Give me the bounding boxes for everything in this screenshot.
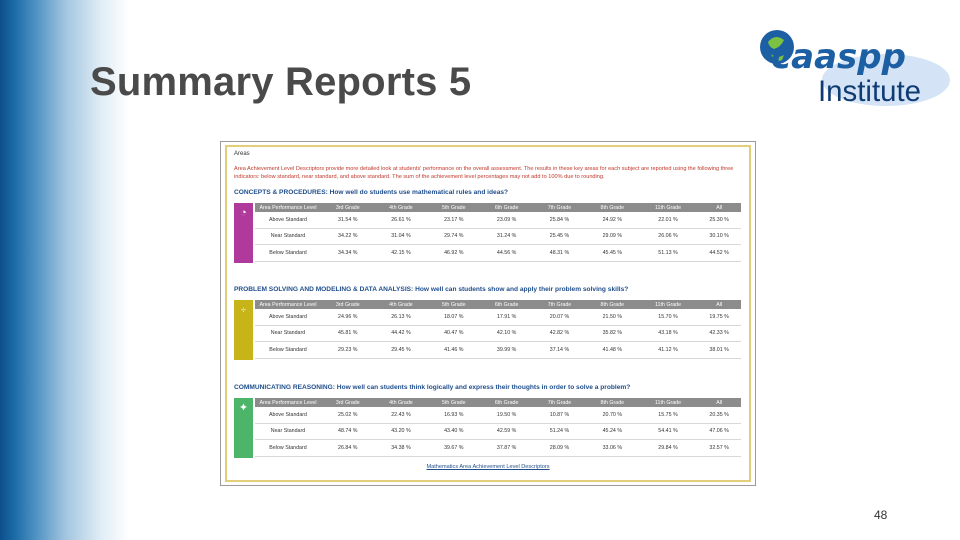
communicating-table xyxy=(255,398,741,457)
table-cell: 25.02 % xyxy=(321,407,375,423)
table-cell: 29.45 % xyxy=(375,342,428,359)
col-header: 3rd Grade xyxy=(321,398,375,407)
table-cell: 29.74 % xyxy=(427,228,480,245)
table-cell: 20.70 % xyxy=(586,407,639,423)
problem-solving-icon: ÷ xyxy=(234,300,253,360)
table-cell: 30.10 % xyxy=(697,228,741,245)
col-header: 6th Grade xyxy=(480,300,533,309)
col-header: 7th Grade xyxy=(533,300,586,309)
problem-solving-table xyxy=(255,300,741,359)
table-cell: 42.82 % xyxy=(533,325,586,342)
row-label: Below Standard xyxy=(255,342,321,359)
row-label: Below Standard xyxy=(255,440,321,457)
table-cell: 22.01 % xyxy=(639,212,698,228)
areas-heading: Areas xyxy=(234,151,250,157)
table-cell: 15.70 % xyxy=(639,309,698,325)
table-cell: 54.41 % xyxy=(639,423,698,440)
table-cell: 43.18 % xyxy=(639,325,698,342)
report-frame xyxy=(225,145,751,482)
table-cell: 29.84 % xyxy=(639,440,698,457)
table-cell: 10.87 % xyxy=(533,407,586,423)
table-row xyxy=(255,228,741,245)
table-cell: 42.10 % xyxy=(480,325,533,342)
table-cell: 43.40 % xyxy=(427,423,480,440)
table-cell: 33.06 % xyxy=(586,440,639,457)
table-cell: 31.24 % xyxy=(480,228,533,245)
row-label: Below Standard xyxy=(255,245,321,262)
table-cell: 51.24 % xyxy=(533,423,586,440)
col-header: All xyxy=(697,203,741,212)
table-cell: 42.15 % xyxy=(375,245,428,262)
table-cell: 48.74 % xyxy=(321,423,375,440)
table-cell: 37.14 % xyxy=(533,342,586,359)
table-cell: 15.75 % xyxy=(639,407,698,423)
table-cell: 34.22 % xyxy=(321,228,375,245)
col-header: 11th Grade xyxy=(639,203,698,212)
page-number: 48 xyxy=(874,508,888,522)
row-label: Above Standard xyxy=(255,309,321,325)
table-cell: 23.17 % xyxy=(427,212,480,228)
col-header: 3rd Grade xyxy=(321,300,375,309)
descriptors-link[interactable]: Mathematics Area Achievement Level Descriptors xyxy=(426,464,550,470)
table-cell: 29.09 % xyxy=(586,228,639,245)
table-cell: 37.87 % xyxy=(480,440,533,457)
table-cell: 34.34 % xyxy=(321,245,375,262)
col-header: 5th Grade xyxy=(427,300,480,309)
table-cell: 26.13 % xyxy=(375,309,428,325)
table-cell: 26.84 % xyxy=(321,440,375,457)
table-row xyxy=(255,342,741,359)
section-heading: COMMUNICATING REASONING: How well can students think logically and express their thoughts in order to solve a problem? xyxy=(234,384,631,391)
report-screenshot xyxy=(220,141,756,486)
table-cell: 43.20 % xyxy=(375,423,428,440)
table-cell: 34.38 % xyxy=(375,440,428,457)
col-header: 4th Grade xyxy=(375,398,428,407)
table-cell: 25.84 % xyxy=(533,212,586,228)
table-cell: 42.33 % xyxy=(697,325,741,342)
table-cell: 20.07 % xyxy=(533,309,586,325)
table-cell: 45.45 % xyxy=(586,245,639,262)
table-cell: 24.92 % xyxy=(586,212,639,228)
col-header: Area Performance Level xyxy=(255,203,321,212)
caaspp-institute-logo xyxy=(758,20,953,112)
table-cell: 41.12 % xyxy=(639,342,698,359)
table-cell: 21.50 % xyxy=(586,309,639,325)
col-header: 6th Grade xyxy=(480,203,533,212)
concepts-table xyxy=(255,203,741,262)
col-header: 8th Grade xyxy=(586,398,639,407)
table-cell: 44.42 % xyxy=(375,325,428,342)
table-row xyxy=(255,325,741,342)
table-cell: 45.24 % xyxy=(586,423,639,440)
svg-text:Institute: Institute xyxy=(818,75,921,108)
table-cell: 28.09 % xyxy=(533,440,586,457)
col-header: Area Performance Level xyxy=(255,300,321,309)
table-cell: 45.81 % xyxy=(321,325,375,342)
table-cell: 17.91 % xyxy=(480,309,533,325)
table-cell: 46.92 % xyxy=(427,245,480,262)
table-header-row xyxy=(255,203,741,212)
table-cell: 35.82 % xyxy=(586,325,639,342)
slide-title: Summary Reports 5 xyxy=(90,60,472,104)
table-row xyxy=(255,440,741,457)
areas-intro: Area Achievement Level Descriptors provide more detailed look at students' performance on the overall assessment. The results in these key areas for each subject are reported using the following three indicators: below standard, near standard, and above standard. The sum of the achievement level percentages may not add to 100% due to rounding. xyxy=(234,166,734,180)
table-cell: 31.54 % xyxy=(321,212,375,228)
table-row xyxy=(255,212,741,228)
table-cell: 18.07 % xyxy=(427,309,480,325)
table-row xyxy=(255,309,741,325)
col-header: 8th Grade xyxy=(586,203,639,212)
table-cell: 22.43 % xyxy=(375,407,428,423)
row-label: Near Standard xyxy=(255,423,321,440)
col-header: Area Performance Level xyxy=(255,398,321,407)
table-cell: 31.04 % xyxy=(375,228,428,245)
table-cell: 44.52 % xyxy=(697,245,741,262)
table-header-row xyxy=(255,300,741,309)
col-header: 5th Grade xyxy=(427,398,480,407)
table-cell: 26.61 % xyxy=(375,212,428,228)
table-cell: 20.35 % xyxy=(697,407,741,423)
table-cell: 19.75 % xyxy=(697,309,741,325)
table-cell: 41.48 % xyxy=(586,342,639,359)
communicating-icon: ✦ xyxy=(234,398,253,458)
table-cell: 19.50 % xyxy=(480,407,533,423)
row-label: Near Standard xyxy=(255,325,321,342)
row-label: Above Standard xyxy=(255,407,321,423)
table-cell: 51.13 % xyxy=(639,245,698,262)
col-header: 6th Grade xyxy=(480,398,533,407)
table-cell: 44.56 % xyxy=(480,245,533,262)
table-cell: 25.30 % xyxy=(697,212,741,228)
row-label: Above Standard xyxy=(255,212,321,228)
col-header: 8th Grade xyxy=(586,300,639,309)
col-header: 7th Grade xyxy=(533,203,586,212)
col-header: All xyxy=(697,300,741,309)
table-cell: 40.47 % xyxy=(427,325,480,342)
col-header: 5th Grade xyxy=(427,203,480,212)
svg-text:caaspp: caaspp xyxy=(771,37,906,77)
table-cell: 47.06 % xyxy=(697,423,741,440)
table-cell: 16.93 % xyxy=(427,407,480,423)
col-header: 4th Grade xyxy=(375,300,428,309)
table-row xyxy=(255,423,741,440)
col-header: 7th Grade xyxy=(533,398,586,407)
col-header: All xyxy=(697,398,741,407)
col-header: 3rd Grade xyxy=(321,203,375,212)
col-header: 11th Grade xyxy=(639,300,698,309)
table-cell: 25.45 % xyxy=(533,228,586,245)
section-heading: PROBLEM SOLVING AND MODELING & DATA ANALYSIS: How well can students show and apply their problem solving skills? xyxy=(234,286,629,293)
table-cell: 39.67 % xyxy=(427,440,480,457)
table-cell: 24.96 % xyxy=(321,309,375,325)
concepts-icon: ◔ xyxy=(234,203,253,263)
table-cell: 23.09 % xyxy=(480,212,533,228)
col-header: 11th Grade xyxy=(639,398,698,407)
table-cell: 32.57 % xyxy=(697,440,741,457)
table-cell: 39.99 % xyxy=(480,342,533,359)
table-cell: 48.31 % xyxy=(533,245,586,262)
table-row xyxy=(255,407,741,423)
table-header-row xyxy=(255,398,741,407)
section-heading: CONCEPTS & PROCEDURES: How well do students use mathematical rules and ideas? xyxy=(234,189,509,196)
row-label: Near Standard xyxy=(255,228,321,245)
table-cell: 41.46 % xyxy=(427,342,480,359)
col-header: 4th Grade xyxy=(375,203,428,212)
table-cell: 42.59 % xyxy=(480,423,533,440)
table-cell: 38.01 % xyxy=(697,342,741,359)
table-cell: 26.06 % xyxy=(639,228,698,245)
table-cell: 29.23 % xyxy=(321,342,375,359)
table-row xyxy=(255,245,741,262)
